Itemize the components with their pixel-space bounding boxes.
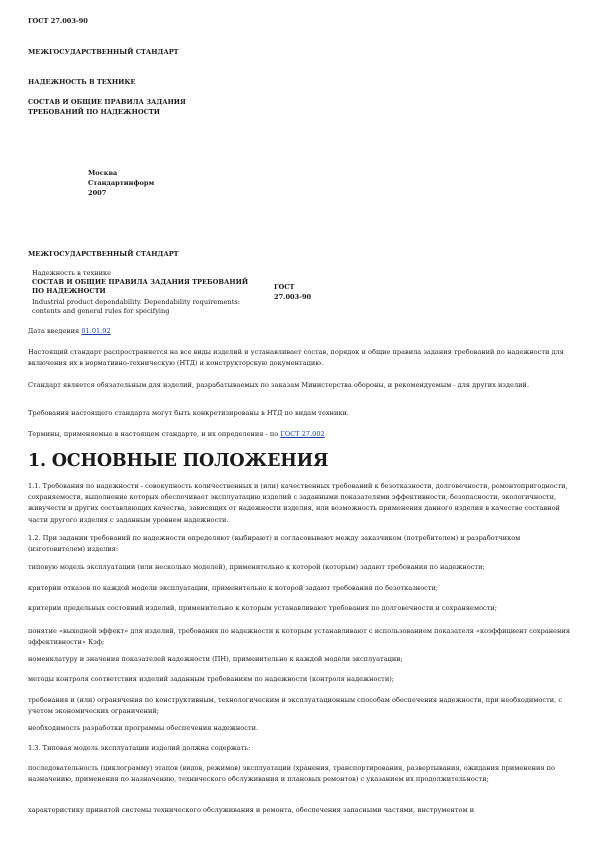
list-item: критерии предельных состояний изделий, применительно к которым устанавливают требования по долговечности и сохраняемости; <box>28 604 497 612</box>
gost-27-002-link[interactable]: ГОСТ 27.002 <box>280 430 325 438</box>
effective-date-label: Дата введения <box>28 327 80 335</box>
title-block-line1: Надежность в технике <box>32 269 111 277</box>
standard-type: МЕЖГОСУДАРСТВЕННЫЙ СТАНДАРТ <box>28 48 179 56</box>
list-item: последовательность (циклограмму) этапов (видов, режимов) эксплуатации (хранения, транспортирования, развертывания, ожидания применения по назначению, применения по назначению, технического обслуживания и плановых ремонтов) с указанием их продолжительности; <box>28 764 556 784</box>
intro-paragraph-terms <box>28 429 573 440</box>
intro-paragraph-mandatory: Стандарт является обязательным для изделий, разрабатываемых по заказам Министерства обороны, и рекомендуемым - для других изделий. <box>28 381 530 389</box>
list-item: номенклатуру и значения показателей надежности (ПН), применительно к каждой модели эксплуатации; <box>28 655 403 663</box>
title-block-en-line1: Industrial product dependability. Dependability requirements: <box>32 298 240 306</box>
section-name: НАДЕЖНОСТЬ В ТЕХНИКЕ <box>28 78 136 86</box>
list-item: методы контроля соответствия изделий заданным требованиям по надежности (контроля надежности); <box>28 675 395 683</box>
gost-code: ГОСТ 27.003-90 <box>28 17 88 25</box>
list-item: понятие «выходной эффект» для изделий, требования по надежности к которым устанавливают с использованием показателя «коэффициент сохранения эффективности» Кэф; <box>28 627 571 647</box>
imprint-publisher: Стандартинформ <box>88 179 155 187</box>
list-item: характеристику принятой системы технического обслуживания и ремонта, обеспечения запасными частями, инструментом и <box>28 806 475 814</box>
clause-1-3: 1.3. Типовая модель эксплуатации изделий должна содержать: <box>28 744 251 752</box>
intro-paragraph-specification: Требования настоящего стандарта могут быть конкретизированы в НТД по видам техники. <box>28 409 349 417</box>
terms-text: Термины, применяемые в настоящем стандарте, и их определения - по <box>28 430 279 438</box>
title-block-en-line2: contents and general rules for specifying <box>32 307 170 315</box>
intro-paragraph-scope: Настоящий стандарт распространяется на все виды изделий и устанавливает состав, порядок и общие правила задания требований по надежности для включения их в нормативно-техническую (НТД) и конструкторскую документацию. <box>28 348 564 368</box>
title-block-gost-number: 27.003-90 <box>274 293 312 301</box>
clause-1-1: 1.1. Требования по надежности - совокупность количественных и (или) качественных требований к безотказности, долговечности, ремонтопригодности, сохраняемости, выполнение которых обеспечивает эксплуатацию изделий с заданными показателями эффективности, безопасности, экологичности, живучести и других составляющих качества, зависящих от надежности изделия, или возможность применения данного изделия в качестве составной части другого изделия с заданным уровнем надежности. <box>28 482 568 524</box>
section-heading: 1. ОСНОВНЫЕ ПОЛОЖЕНИЯ <box>28 451 329 471</box>
list-item: критерии отказов по каждой модели эксплуатации, применительно к которой задают требования по безотказности; <box>28 584 439 592</box>
list-item: требования и (или) ограничения по конструктивным, технологическим и эксплуатационным способам обеспечения надежности, при необходимости, с учетом экономических ограничений; <box>28 696 563 716</box>
title-block-line2: СОСТАВ И ОБЩИЕ ПРАВИЛА ЗАДАНИЯ ТРЕБОВАНИЙ <box>32 278 249 286</box>
title-block-line3: ПО НАДЕЖНОСТИ <box>32 287 106 295</box>
doc-title-line1: СОСТАВ И ОБЩИЕ ПРАВИЛА ЗАДАНИЯ <box>28 98 186 106</box>
clause-1-2: 1.2. При задании требований по надежности определяют (выбирают) и согласовывают между заказчиком (потребителем) и разработчиком (изготовителем) изделия: <box>28 534 521 554</box>
effective-date <box>28 327 111 336</box>
imprint-city: Москва <box>88 169 118 177</box>
doc-title-line2: ТРЕБОВАНИЙ ПО НАДЕЖНОСТИ <box>28 108 160 116</box>
title-block-standard-type: МЕЖГОСУДАРСТВЕННЫЙ СТАНДАРТ <box>28 250 179 258</box>
list-item: типовую модель эксплуатации (или несколько моделей), применительно к которой (которым) задают требования по надежности; <box>28 563 485 571</box>
title-block-gost-label: ГОСТ <box>274 283 295 291</box>
list-item: необходимость разработки программы обеспечения надежности. <box>28 724 259 732</box>
imprint-year: 2007 <box>88 189 107 197</box>
effective-date-link[interactable]: 01.01.92 <box>81 327 111 335</box>
